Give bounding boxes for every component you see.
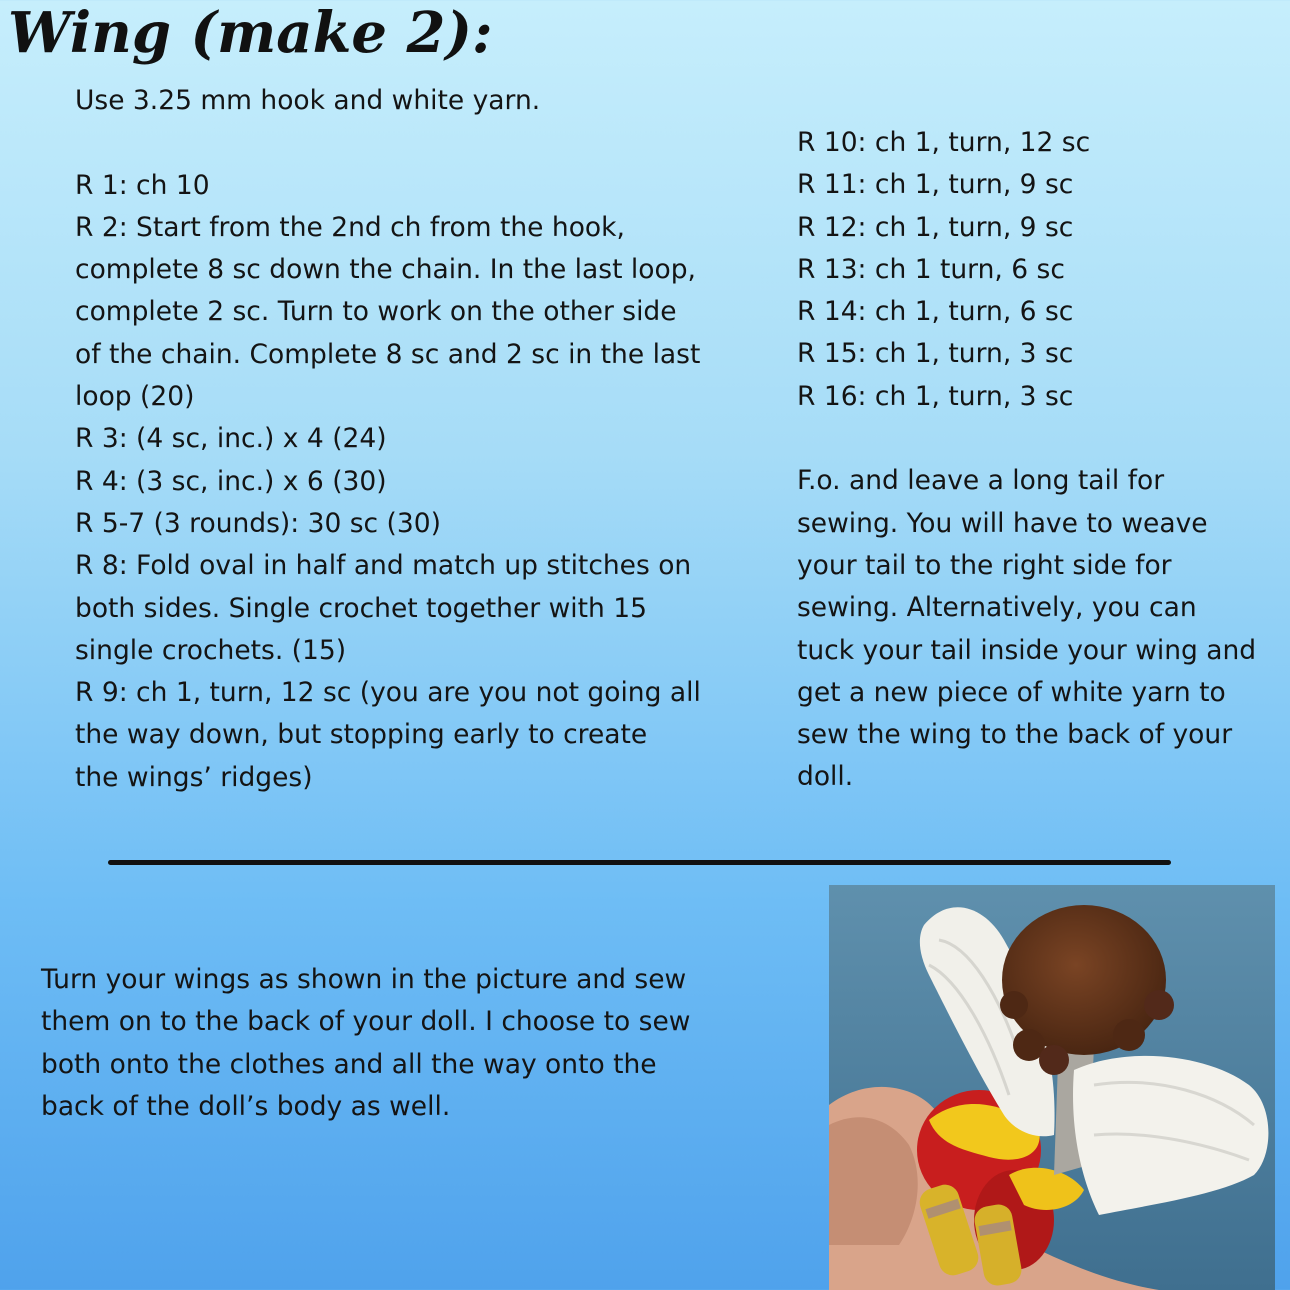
section-divider [108, 860, 1171, 865]
page-title: Wing (make 2): [8, 0, 493, 66]
left-column-line: R 8: Fold oval in half and match up stitches on [75, 550, 692, 582]
left-column-line: loop (20) [75, 381, 195, 413]
left-column-line: complete 2 sc. Turn to work on the other side [75, 296, 677, 328]
left-column-line: R 5-7 (3 rounds): 30 sc (30) [75, 507, 441, 539]
left-column-line: the wings’ ridges) [75, 761, 313, 793]
right-column-line: R 16: ch 1, turn, 3 sc [797, 380, 1074, 412]
right-column-line: R 11: ch 1, turn, 9 sc [797, 169, 1074, 201]
left-column-line [75, 122, 765, 164]
right-column-line: doll. [797, 761, 854, 793]
doll-wing-photo [829, 885, 1275, 1290]
left-column-line: R 1: ch 10 [75, 169, 210, 201]
left-column-line: Use 3.25 mm hook and white yarn. [75, 85, 541, 116]
right-column-line: R 10: ch 1, turn, 12 sc [797, 127, 1091, 158]
left-column-line: R 4: (3 sc, inc.) x 6 (30) [75, 465, 387, 497]
left-column-line: of the chain. Complete 8 sc and 2 sc in the last [75, 338, 701, 370]
right-column-line: R 15: ch 1, turn, 3 sc [797, 338, 1074, 370]
assembly-instructions: Turn your wings as shown in the picture and sew them on to the back of your doll. I choose to sew both onto the clothes and all the way onto the back of the doll’s body as well. [41, 964, 691, 1122]
right-column-line: get a new piece of white yarn to [797, 676, 1226, 708]
right-column-line: sewing. You will have to weave [797, 507, 1208, 539]
left-column-line: R 2: Start from the 2nd ch from the hook, [75, 211, 625, 243]
left-column-line: single crochets. (15) [75, 634, 347, 666]
right-column-line: F.o. and leave a long tail for [797, 465, 1165, 497]
left-column-line: R 9: ch 1, turn, 12 sc (you are you not going all [75, 677, 701, 709]
right-column-line: your tail to the right side for [797, 549, 1172, 581]
left-column-line: both sides. Single crochet together with 15 [75, 592, 647, 624]
right-column-line: sew the wing to the back of your [797, 719, 1233, 751]
right-column-line: R 12: ch 1, turn, 9 sc [797, 211, 1074, 243]
right-column-line: tuck your tail inside your wing and [797, 634, 1257, 666]
right-column-line: R 14: ch 1, turn, 6 sc [797, 296, 1074, 328]
right-column-line [797, 418, 1290, 460]
right-column-line: R 13: ch 1 turn, 6 sc [797, 253, 1065, 285]
pattern-right-column [797, 122, 1290, 799]
pattern-left-column [75, 80, 765, 799]
left-column-line: the way down, but stopping early to create [75, 719, 648, 751]
left-column-line: complete 8 sc down the chain. In the last loop, [75, 254, 696, 286]
right-column-line: sewing. Alternatively, you can [797, 592, 1197, 624]
doll-with-wings-illustration [829, 885, 1275, 1290]
left-column-line: R 3: (4 sc, inc.) x 4 (24) [75, 423, 387, 455]
